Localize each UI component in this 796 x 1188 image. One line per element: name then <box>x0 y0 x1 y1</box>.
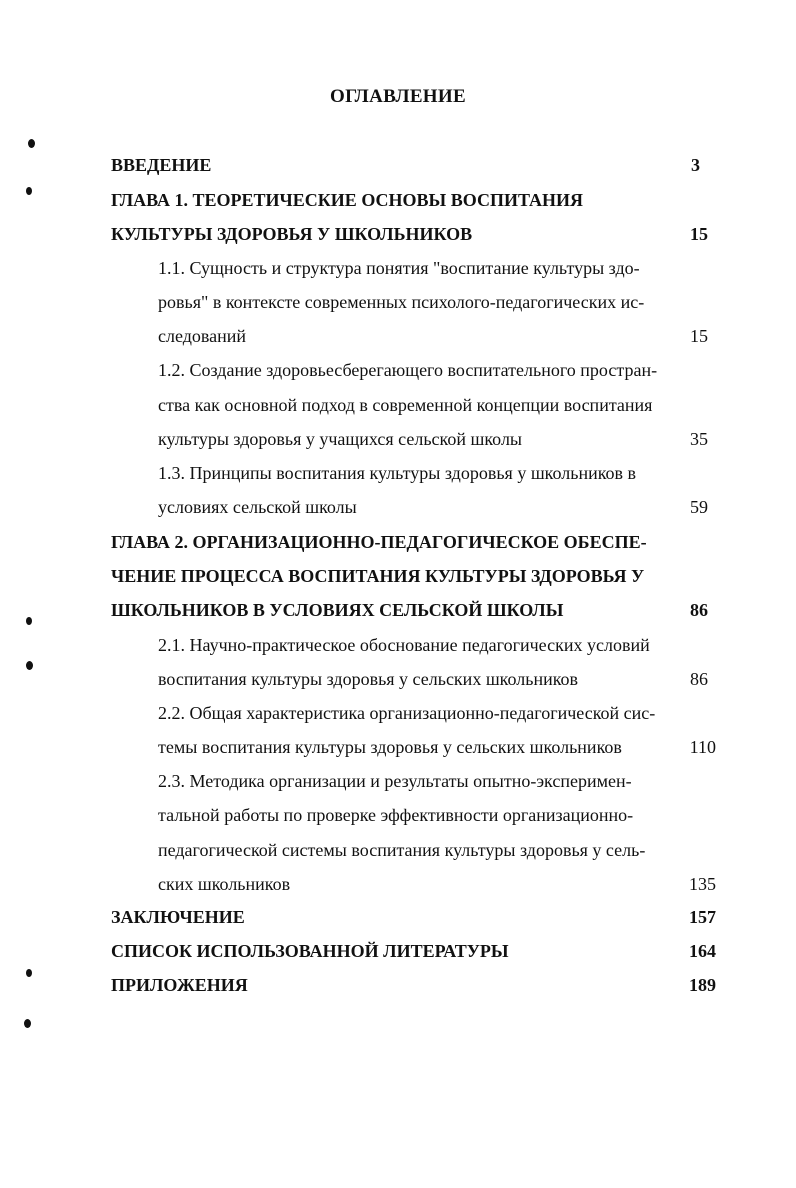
toc-chapter1-line2: КУЛЬТУРЫ ЗДОРОВЬЯ У ШКОЛЬНИКОВ <box>111 224 473 244</box>
toc-section-2-1-line1: 2.1. Научно-практическое обоснование педагогических условий <box>158 635 650 655</box>
toc-section-1-1-line3: следований <box>158 326 247 346</box>
toc-references-page: 164 <box>689 941 716 961</box>
toc-section-1-3-line2: условиях сельской школы <box>158 497 357 517</box>
toc-section-1-2-line1: 1.2. Создание здоровьесберегающего воспитательного простран- <box>158 360 658 380</box>
toc-appendix-page: 189 <box>689 975 716 995</box>
toc-section-1-3-page: 59 <box>690 497 708 517</box>
toc-section-1-1-line1: 1.1. Сущность и структура понятия "воспитание культуры здо- <box>158 258 640 278</box>
toc-chapter1-line1: ГЛАВА 1. ТЕОРЕТИЧЕСКИЕ ОСНОВЫ ВОСПИТАНИЯ <box>111 190 584 210</box>
toc-chapter2-line2: ЧЕНИЕ ПРОЦЕССА ВОСПИТАНИЯ КУЛЬТУРЫ ЗДОРОВЬЯ У <box>111 566 645 586</box>
toc-section-2-3-line3: педагогической системы воспитания культуры здоровья у сель- <box>158 840 646 860</box>
toc-chapter1-page: 15 <box>690 224 708 244</box>
margin-dot <box>26 969 32 977</box>
toc-section-2-2-line2: темы воспитания культуры здоровья у сельских школьников <box>158 737 622 757</box>
toc-appendix-label: ПРИЛОЖЕНИЯ <box>111 975 248 995</box>
toc-conclusion-page: 157 <box>689 907 716 927</box>
toc-chapter2-line1: ГЛАВА 2. ОРГАНИЗАЦИОННО-ПЕДАГОГИЧЕСКОЕ ОБЕСПЕ- <box>111 532 647 552</box>
toc-section-2-3-line2: тальной работы по проверке эффективности организационно- <box>158 805 634 825</box>
margin-dot <box>26 187 32 195</box>
toc-section-2-1-page: 86 <box>690 669 708 689</box>
toc-section-1-1-page: 15 <box>690 326 708 346</box>
toc-intro-page: 3 <box>691 155 700 175</box>
toc-section-1-2-line2: ства как основной подход в современной концепции воспитания <box>158 395 653 415</box>
toc-section-1-3-line1: 1.3. Принципы воспитания культуры здоровья у школьников в <box>158 463 637 483</box>
margin-dot <box>26 661 33 670</box>
toc-intro-label: ВВЕДЕНИЕ <box>111 155 212 175</box>
toc-section-2-1-line2: воспитания культуры здоровья у сельских школьников <box>158 669 579 689</box>
toc-section-2-3-page: 135 <box>689 874 716 894</box>
toc-chapter2-line3: ШКОЛЬНИКОВ В УСЛОВИЯХ СЕЛЬСКОЙ ШКОЛЫ <box>111 600 564 620</box>
margin-dot <box>26 617 32 625</box>
toc-chapter2-page: 86 <box>690 600 708 620</box>
toc-section-2-2-line1: 2.2. Общая характеристика организационно-педагогической сис- <box>158 703 656 723</box>
toc-section-2-3-line4: ских школьников <box>158 874 291 894</box>
margin-dot <box>24 1019 31 1028</box>
toc-section-1-1-line2: ровья" в контексте современных психолого-педагогических ис- <box>158 292 645 312</box>
toc-conclusion-label: ЗАКЛЮЧЕНИЕ <box>111 907 245 927</box>
toc-section-2-2-page: 110 <box>689 737 716 757</box>
margin-dot <box>28 139 35 148</box>
toc-references-label: СПИСОК ИСПОЛЬЗОВАННОЙ ЛИТЕРАТУРЫ <box>111 941 509 961</box>
page-title: ОГЛАВЛЕНИЕ <box>330 86 466 107</box>
toc-section-2-3-line1: 2.3. Методика организации и результаты опытно-эксперимен- <box>158 771 632 791</box>
toc-section-1-2-line3: культуры здоровья у учащихся сельской школы <box>158 429 523 449</box>
toc-section-1-2-page: 35 <box>690 429 708 449</box>
